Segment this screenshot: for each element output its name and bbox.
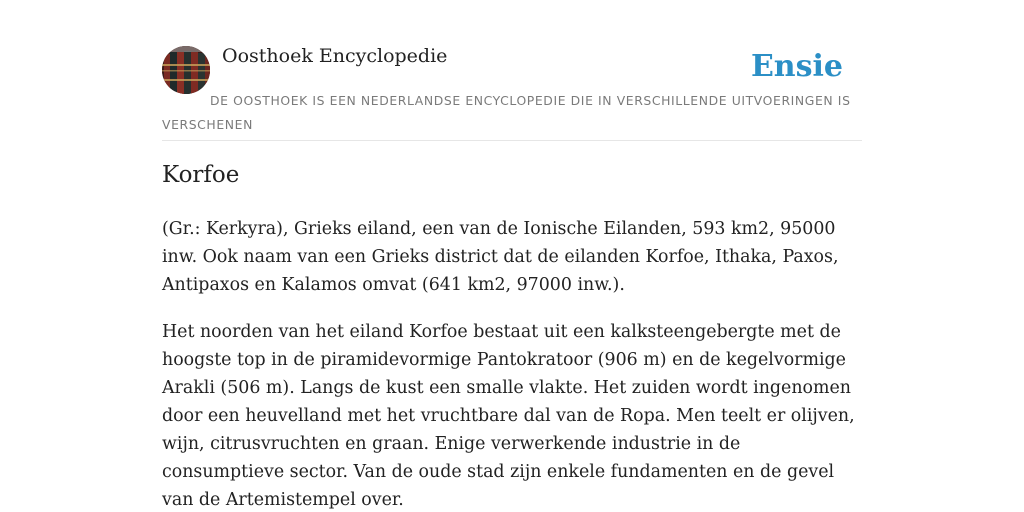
article-title: Korfoe [162,162,240,188]
article-paragraph: (Gr.: Kerkyra), Grieks eiland, een van de Ionische Eilanden, 593 km2, 95000 inw. Ook naam van een Grieks district dat de eilanden Korfoe, Ithaka, Paxos, Antipaxos en Kalamos omvat (641 km2, 97000 inw.). [162,219,839,295]
article-body [162,215,862,512]
source-name-link[interactable]: Oosthoek Encyclopedie [222,45,448,67]
page [162,0,862,512]
source-tagline: DE OOSTHOEK IS EEN NEDERLANDSE ENCYCLOPEDIE DIE IN VERSCHILLENDE UITVOERINGEN IS VERSCHENEN [162,93,851,132]
source-header [162,0,862,141]
article-paragraph: Het noorden van het eiland Korfoe bestaat uit een kalksteengebergte met de hoogste top in de piramidevormige Pantokratoor (906 m) en de kegelvormige Arakli (506 m). Langs de kust een smalle vlakte. Het zuiden wordt ingenomen door een heuvelland met het vruchtbare dal van de Ropa. Men teelt er olijven, wijn, citrusvruchten en graan. Enige verwerkende industrie in de consumptieve sector. Van de oude stad zijn enkele fundamenten en de gevel van de Artemistempel over. [162,322,855,510]
encyclopedia-books-icon[interactable] [162,46,210,94]
ensie-logo-link[interactable]: Ensie [750,49,843,84]
